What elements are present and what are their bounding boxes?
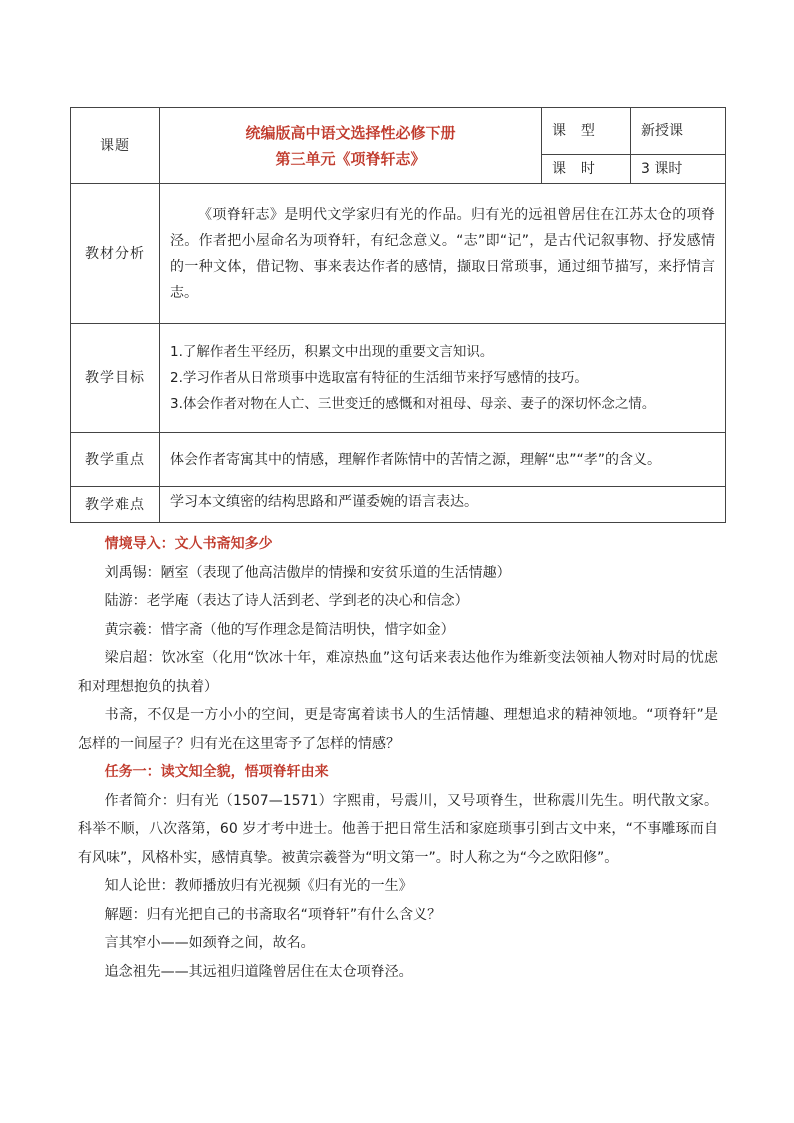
paragraph: 追念祖先——其远祖归道隆曾居住在太仓项脊泾。 <box>104 963 413 980</box>
lesson-body <box>78 530 718 986</box>
type-value: 新授课 <box>631 108 726 155</box>
goals-label: 教学目标 <box>71 324 160 433</box>
lesson-title-line2: 第三单元《项脊轩志》 <box>275 149 426 168</box>
analysis-label: 教材分析 <box>71 184 160 324</box>
type-label: 课 型 <box>542 108 631 155</box>
paragraph: 梁启超：饮冰室（化用“饮冰十年，难凉热血”这句话来表达他作为维新变法领袖人物对时局的忧虑和对理想抱负的执着） <box>78 650 718 695</box>
goals-list <box>160 324 726 433</box>
section-heading-task1: 任务一：读文知全貌，悟项脊轩由来 <box>104 764 329 780</box>
goal-item: 3.体会作者对物在人亡、三世变迁的感慨和对祖母、母亲、妻子的深切怀念之情。 <box>170 396 656 412</box>
paragraph: 言其窄小——如颈脊之间，故名。 <box>104 935 315 951</box>
key-label: 教学重点 <box>71 433 160 487</box>
lesson-title <box>160 108 542 184</box>
lesson-plan-table <box>70 107 726 523</box>
difficulty-text: 学习本文缜密的结构思路和严谨委婉的语言表达。 <box>160 487 726 523</box>
paragraph: 黄宗羲：惜字斋（他的写作理念是简洁明快，惜字如金） <box>104 621 455 638</box>
paragraph: 陆游：老学庵（表达了诗人活到老、学到老的决心和信念） <box>104 593 469 609</box>
paragraph: 刘禹锡：陋室（表现了他高洁傲岸的情操和安贫乐道的生活情趣） <box>104 564 511 581</box>
hours-value: 3 课时 <box>631 155 726 184</box>
lesson-title-line1: 统编版高中语文选择性必修下册 <box>245 123 456 142</box>
goal-item: 2.学习作者从日常琐事中选取富有特征的生活细节来抒写感情的技巧。 <box>170 370 588 386</box>
goal-item: 1.了解作者生平经历，积累文中出现的重要文言知识。 <box>170 344 494 360</box>
paragraph: 书斋，不仅是一方小小的空间，更是寄寓着读书人的生活情趣、理想追求的精神领地。“项脊轩”是怎样的一间屋子？归有光在这里寄予了怎样的情感？ <box>78 707 718 752</box>
section-heading-intro: 情境导入：文人书斋知多少 <box>104 536 273 552</box>
key-text: 体会作者寄寓其中的情感，理解作者陈情中的苦情之源，理解“忠”“孝”的含义。 <box>160 433 726 487</box>
difficulty-label: 教学难点 <box>71 487 160 523</box>
subject-label: 课题 <box>71 108 160 184</box>
paragraph: 知人论世：教师播放归有光视频《归有光的一生》 <box>104 878 413 894</box>
hours-label: 课 时 <box>542 155 631 184</box>
analysis-text: 《项脊轩志》是明代文学家归有光的作品。归有光的远祖曾居住在江苏太仓的项脊泾。作者把小屋命名为项脊轩，有纪念意义。“志”即“记”，是古代记叙事物、抒发感情的一种文体，借记物、事来表达作者的感情，撷取日常琐事，通过细节描写，来抒情言志。 <box>160 184 726 324</box>
paragraph: 作者简介：归有光（1507—1571）字熙甫，号震川，又号项脊生，世称震川先生。明代散文家。科举不顺，八次落第，60 岁才考中进士。他善于把日常生活和家庭琐事引到古文中来，“不事雕琢而自有风味”，风格朴实，感情真挚。被黄宗羲誉为“明文第一”。时人称之为“今之欧阳修”。 <box>78 792 718 866</box>
paragraph: 解题：归有光把自己的书斋取名“项脊轩”有什么含义？ <box>104 906 442 923</box>
